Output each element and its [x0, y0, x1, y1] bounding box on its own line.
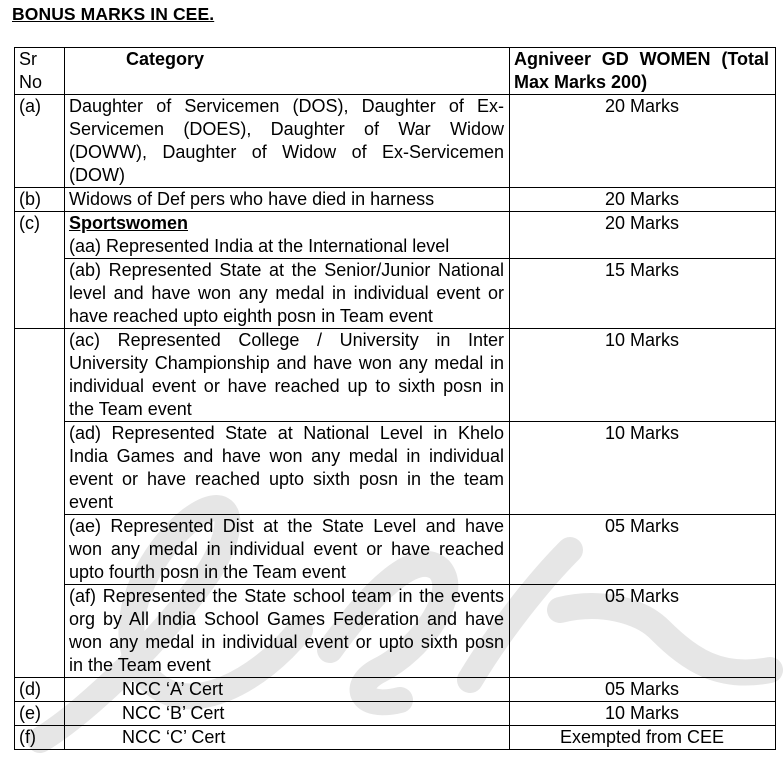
row-marks: 05 Marks [510, 515, 776, 585]
row-category: (ab) Represented State at the Senior/Junior National level and have won any medal in individual event or have reached upto eighth posn in Team event [65, 259, 510, 329]
row-marks: 15 Marks [510, 259, 776, 329]
row-category: (ac) Represented College / University in Inter University Championship and have won any medal in individual event or have reached up to sixth posn in the Team event [65, 329, 510, 422]
row-sr [15, 329, 65, 422]
table-row [15, 329, 776, 422]
row-marks: 10 Marks [510, 329, 776, 422]
row-marks: 05 Marks [510, 585, 776, 678]
row-sr: (b) [15, 188, 65, 212]
row-sr: (e) [15, 702, 65, 726]
table-row [15, 515, 776, 585]
header-category: Category [65, 48, 510, 95]
row-sr: (f) [15, 726, 65, 750]
row-category: Widows of Def pers who have died in harness [65, 188, 510, 212]
table-row [15, 726, 776, 750]
row-sr [15, 422, 65, 515]
row-category: (af) Represented the State school team in the events org by All India School Games Federation and have won any medal in individual event or upto sixth posn in the Team event [65, 585, 510, 678]
row-marks: 05 Marks [510, 678, 776, 702]
table-header-row [15, 48, 776, 95]
table-row [15, 188, 776, 212]
header-sr-no: Sr No [15, 48, 65, 95]
row-category: (ad) Represented State at National Level in Khelo India Games and have won any medal in individual event or have reached upto sixth posn in the team event [65, 422, 510, 515]
header-marks: Agniveer GD WOMEN (Total Max Marks 200) [510, 48, 776, 95]
sportswomen-subtitle: Sportswomen [69, 213, 189, 233]
table-row [15, 212, 776, 259]
row-sr [15, 259, 65, 329]
table-row [15, 585, 776, 678]
row-category: NCC ‘B’ Cert [65, 702, 510, 726]
table-row [15, 422, 776, 515]
row-marks: 20 Marks [510, 212, 776, 259]
row-marks: Exempted from CEE [510, 726, 776, 750]
row-marks: 10 Marks [510, 422, 776, 515]
row-sr: (a) [15, 95, 65, 188]
row-sr: (c) [15, 212, 65, 259]
bonus-marks-table [14, 47, 776, 750]
row-category [65, 212, 510, 259]
row-sr [15, 585, 65, 678]
table-row [15, 702, 776, 726]
row-sr [15, 515, 65, 585]
row-category-text: (aa) Represented India at the International level [69, 236, 450, 256]
row-category: NCC ‘A’ Cert [65, 678, 510, 702]
row-sr: (d) [15, 678, 65, 702]
table-row [15, 259, 776, 329]
row-category: (ae) Represented Dist at the State Level and have won any medal in individual event or have reached upto fourth posn in the Team event [65, 515, 510, 585]
row-category: NCC ‘C’ Cert [65, 726, 510, 750]
row-marks: 10 Marks [510, 702, 776, 726]
row-marks: 20 Marks [510, 188, 776, 212]
row-category: Daughter of Servicemen (DOS), Daughter of Ex-Servicemen (DOES), Daughter of War Widow (DOWW), Daughter of Widow of Ex-Servicemen (DOW) [65, 95, 510, 188]
row-marks: 20 Marks [510, 95, 776, 188]
table-row [15, 95, 776, 188]
table-row [15, 678, 776, 702]
page-heading: BONUS MARKS IN CEE. [12, 4, 215, 24]
